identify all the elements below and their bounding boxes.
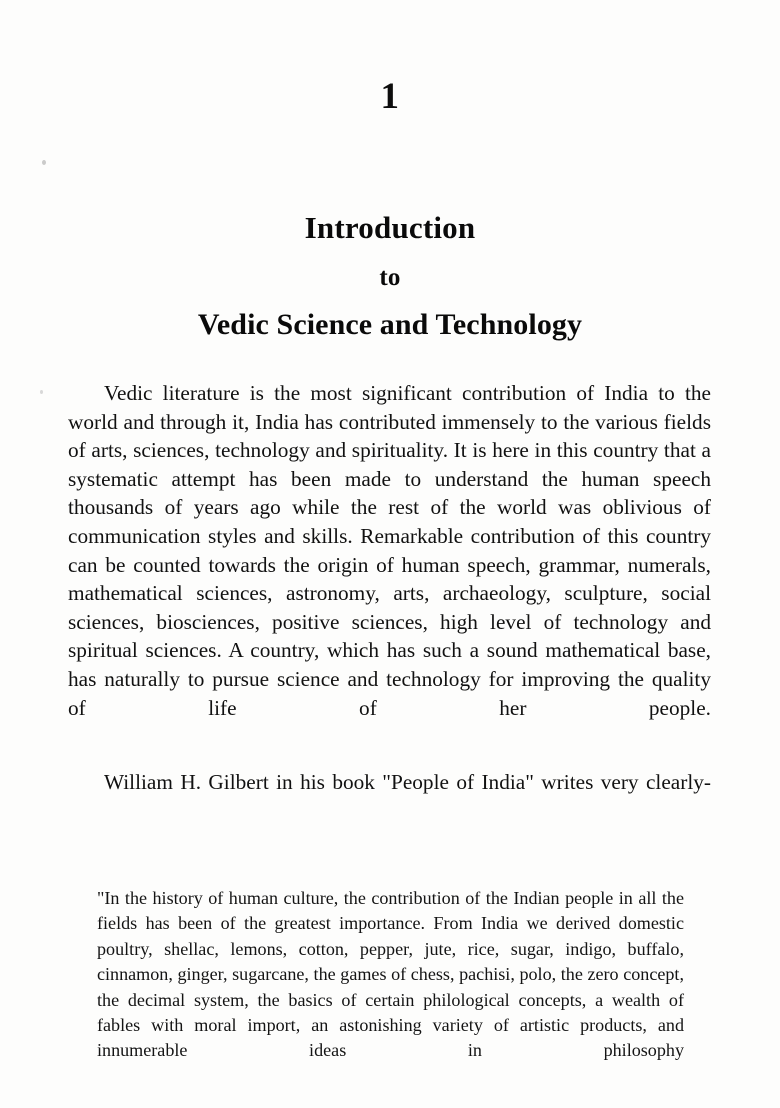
scan-speck <box>42 160 46 165</box>
chapter-title-block <box>0 212 780 340</box>
block-quote-text: "In the history of human culture, the contribution of the Indian people in all the fields has been of the greatest importance. From India we derived domestic poultry, shellac, lemons, cotton, pepper, jute, rice, sugar, indigo, buffalo, cinnamon, ginger, sugarcane, the games of chess, pachisi, polo, the zero concept, the decimal system, the basics of certain philological concepts, a wealth of fables with moral import, an astonishing variety of artistic products, and innumerable ideas in philosophy <box>97 888 684 1061</box>
body-paragraph: Vedic literature is the most significant contribution of India to the world and through it, India has contributed immensely to the various fields of arts, sciences, technology and spirituality. It is here in this country that a systematic attempt has been made to understand the human speech thousands of years ago while the rest of the world was oblivious of communication styles and skills. Remarkable contribution of this country can be counted towards the origin of human speech, grammar, numerals, mathematical sciences, astronomy, arts, archaeology, sculpture, social sciences, biosciences, positive sciences, high level of technology and spiritual sciences. A country, which has such a sound mathematical base, has naturally to pursue science and technology for improving the quality of life of her people. <box>68 381 711 720</box>
chapter-title-line-2: to <box>379 264 401 291</box>
body-text <box>68 379 711 825</box>
chapter-number: 1 <box>380 76 400 117</box>
chapter-title-line-3: Vedic Science and Technology <box>197 308 583 341</box>
body-paragraph: William H. Gilbert in his book "People of India" writes very clearly- <box>104 769 711 794</box>
chapter-title-line-1: Introduction <box>304 210 476 245</box>
scan-speck <box>40 390 43 394</box>
block-quote <box>97 886 684 1089</box>
